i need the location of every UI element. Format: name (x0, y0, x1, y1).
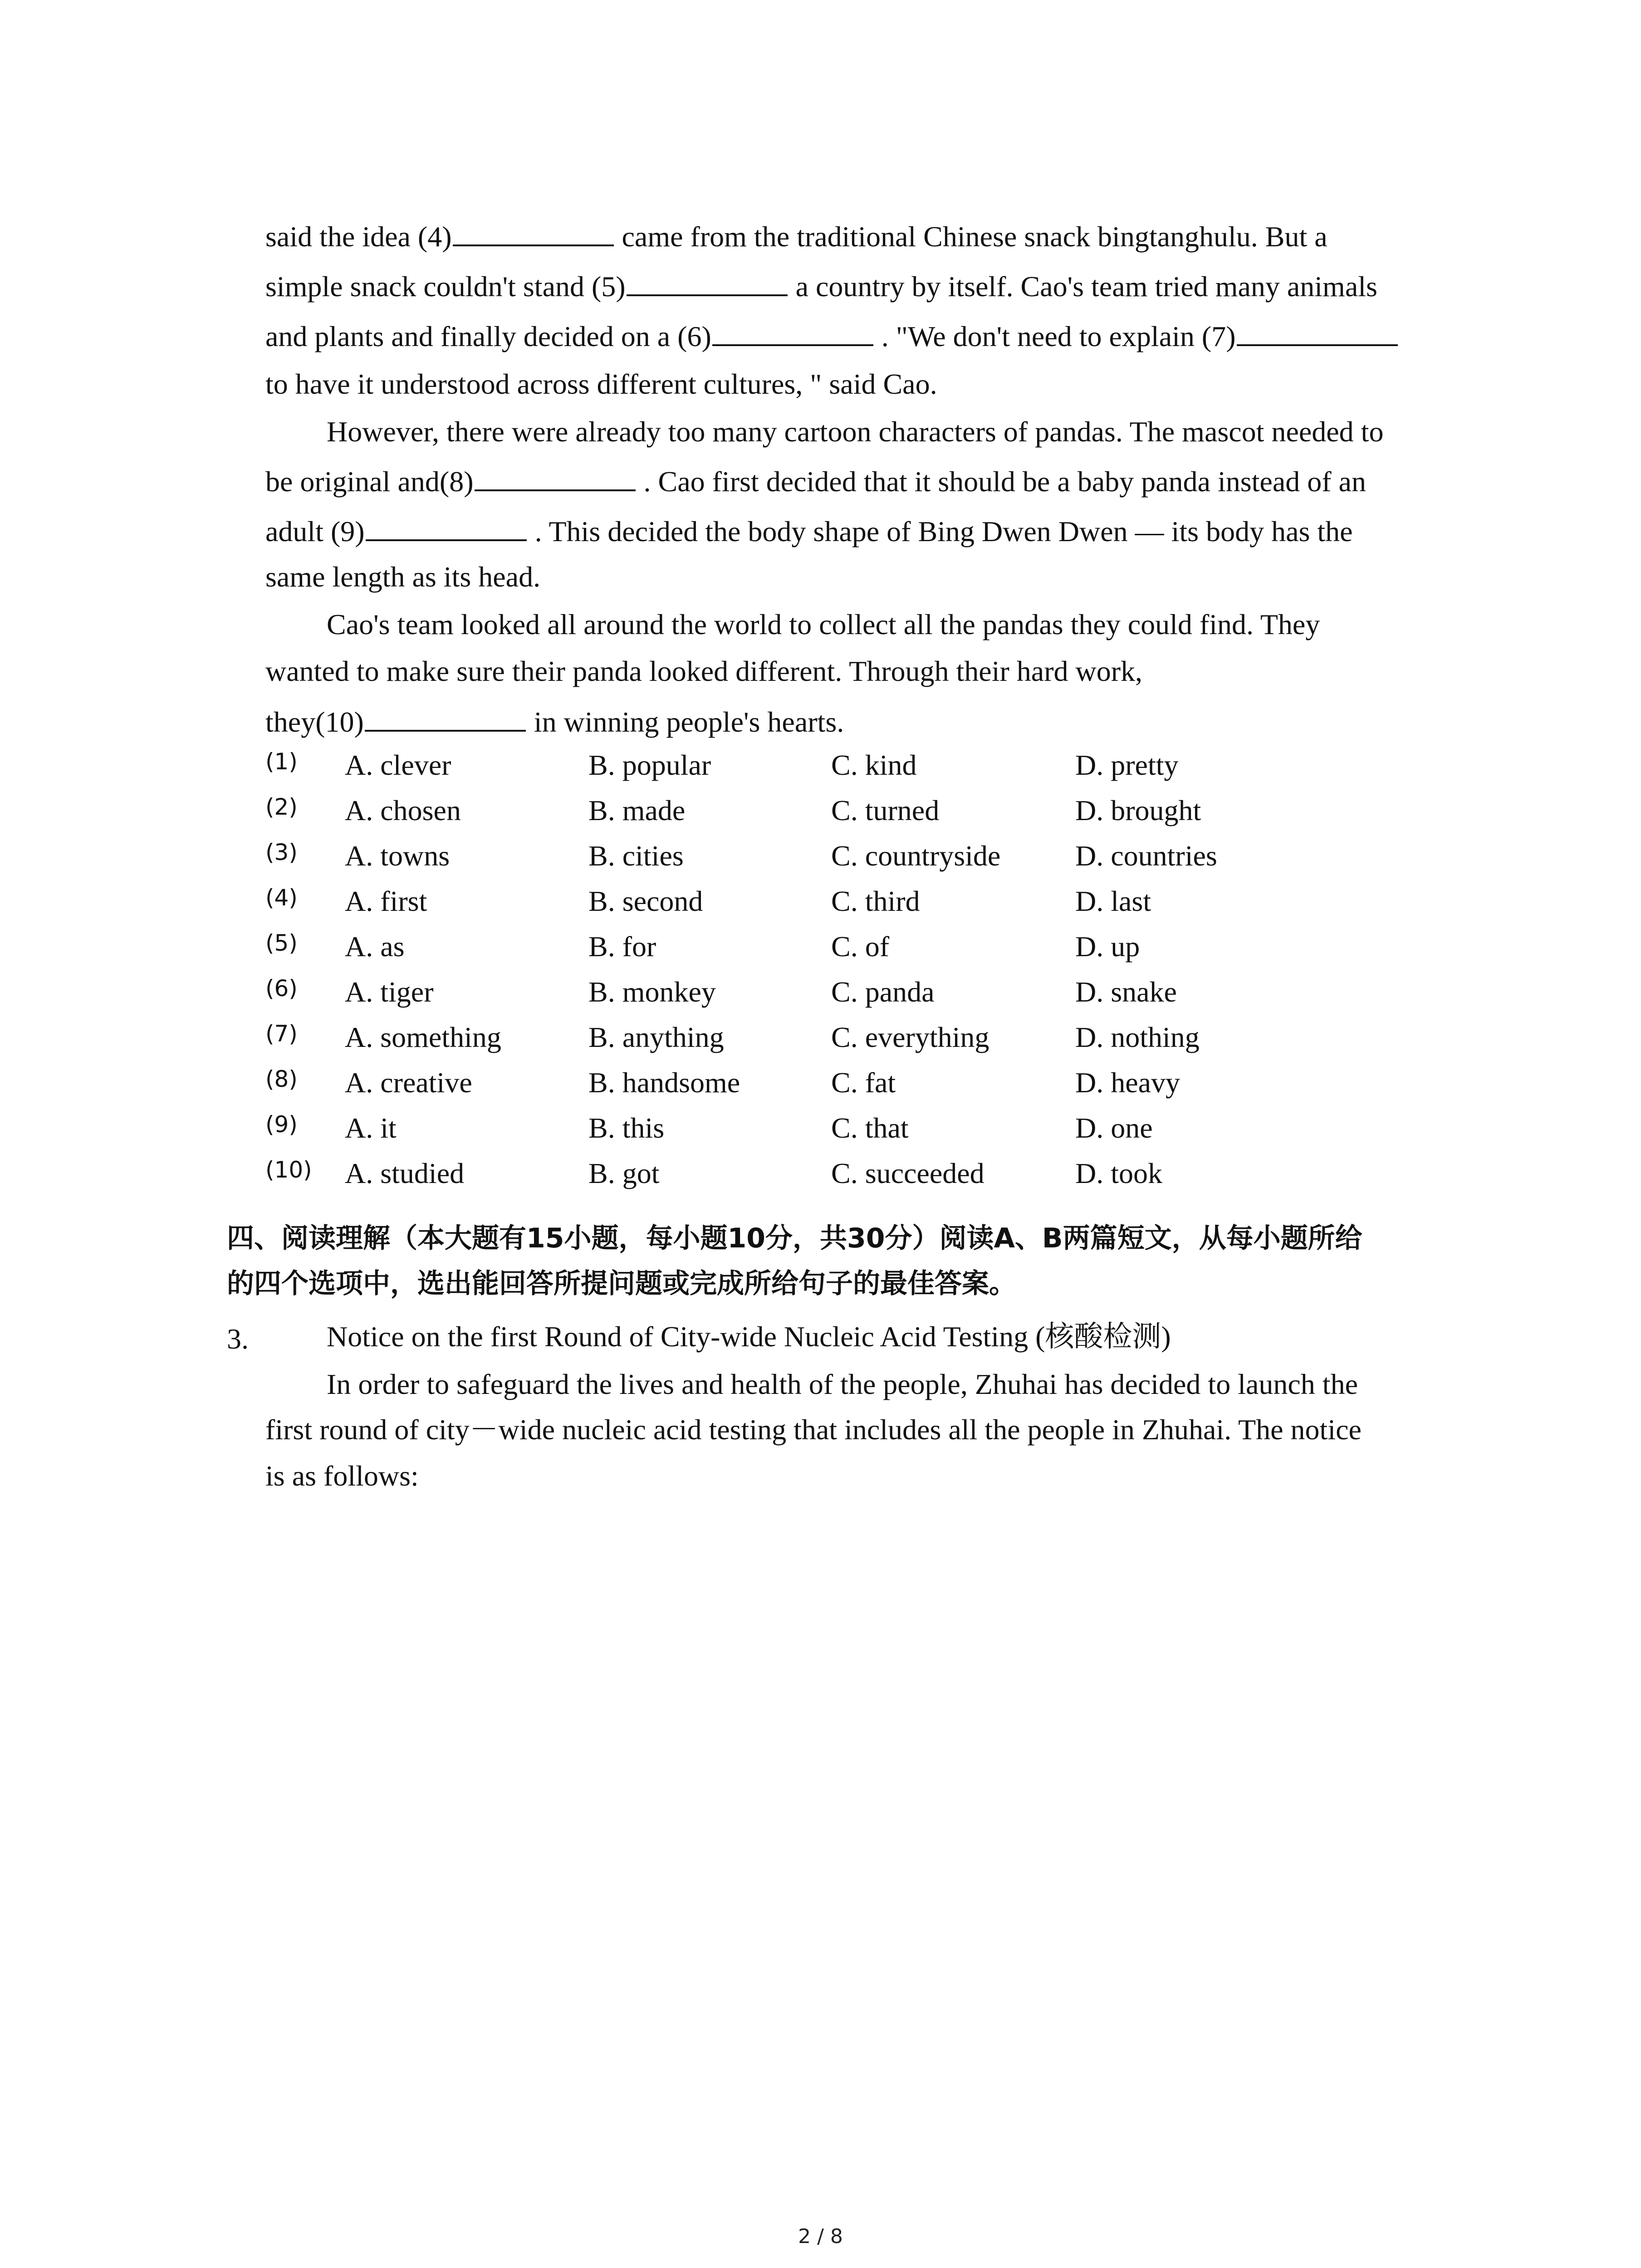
option-d[interactable]: D. brought (1075, 794, 1201, 826)
option-c[interactable]: C. succeeded (831, 1157, 985, 1189)
option-b[interactable]: B. monkey (588, 976, 716, 1008)
option-d[interactable]: D. one (1075, 1112, 1153, 1144)
option-c[interactable]: C. turned (831, 794, 940, 826)
option-row: (1) A. clever B. popular C. kind D. pretty (265, 748, 1179, 781)
option-a[interactable]: A. chosen (345, 794, 461, 826)
option-c[interactable]: C. that (831, 1112, 909, 1144)
option-d[interactable]: D. heavy (1075, 1066, 1181, 1099)
passage-line: to have it understood across different cultures, " said Cao. (265, 368, 937, 400)
notice-paragraph: In order to safeguard the lives and health of the people, Zhuhai has decided to launch the (327, 1368, 1358, 1400)
option-c[interactable]: C. countryside (831, 840, 1001, 872)
option-b[interactable]: B. popular (588, 749, 711, 781)
option-row: (7) A. something B. anything C. everything D. nothing (265, 1021, 1200, 1053)
option-b[interactable]: B. this (588, 1112, 665, 1144)
notice-paragraph: first round of city－wide nucleic acid testing that includes all the people in Zhuhai. The notice (265, 1413, 1362, 1446)
option-c[interactable]: C. third (831, 885, 920, 917)
option-a[interactable]: A. clever (345, 749, 451, 781)
option-a[interactable]: A. something (345, 1021, 501, 1053)
option-row: (3) A. towns B. cities C. countryside D. countries (265, 839, 1217, 872)
answer-blank-5[interactable] (627, 276, 788, 296)
section-heading: 四、阅读理解（本大题有15小题，每小题10分，共30分）阅读A、B两篇短文，从每小题所给 (227, 1222, 1362, 1254)
option-c[interactable]: C. kind (831, 749, 917, 781)
option-row: (10) A. studied B. got C. succeeded D. took (265, 1157, 1162, 1189)
option-d[interactable]: D. nothing (1075, 1021, 1200, 1053)
option-row: (8) A. creative B. handsome C. fat D. heavy (265, 1066, 1181, 1099)
option-a[interactable]: A. towns (345, 840, 450, 872)
answer-blank-9[interactable] (366, 521, 527, 541)
option-b[interactable]: B. got (588, 1157, 660, 1189)
option-c[interactable]: C. of (831, 930, 889, 963)
option-b[interactable]: B. handsome (588, 1066, 740, 1099)
option-row: (2) A. chosen B. made C. turned D. brought (265, 794, 1201, 826)
option-row: (4) A. first B. second C. third D. last (265, 885, 1151, 917)
answer-blank-7[interactable] (1237, 326, 1398, 346)
option-b[interactable]: B. cities (588, 840, 684, 872)
option-d[interactable]: D. countries (1075, 840, 1217, 872)
section-heading: 的四个选项中，选出能回答所提问题或完成所给句子的最佳答案。 (227, 1268, 1016, 1300)
passage-line: be original and(8) . Cao first decided that it should be a baby panda instead of an (265, 465, 1366, 498)
passage-line: and plants and finally decided on a (6) . "We don't need to explain (7) (265, 322, 1399, 351)
passage-line: they(10) in winning people's hearts. (265, 706, 844, 738)
option-b[interactable]: B. anything (588, 1021, 724, 1053)
option-a[interactable]: A. first (345, 885, 427, 917)
option-b[interactable]: B. made (588, 794, 686, 826)
option-d[interactable]: D. snake (1075, 976, 1177, 1008)
answer-blank-8[interactable] (475, 471, 636, 491)
option-d[interactable]: D. up (1075, 930, 1140, 963)
page-number: 2 / 8 (798, 2225, 843, 2248)
option-c[interactable]: C. panda (831, 976, 935, 1008)
option-b[interactable]: B. second (588, 885, 703, 917)
option-c[interactable]: C. everything (831, 1021, 989, 1053)
option-d[interactable]: D. pretty (1075, 749, 1179, 781)
option-a[interactable]: A. it (345, 1112, 397, 1144)
answer-blank-4[interactable] (453, 226, 614, 246)
option-a[interactable]: A. as (345, 930, 405, 963)
answer-blank-6[interactable] (712, 326, 873, 346)
notice-paragraph: is as follows: (265, 1460, 419, 1492)
passage-line: However, there were already too many cartoon characters of pandas. The mascot needed to (327, 415, 1384, 448)
option-a[interactable]: A. tiger (345, 976, 434, 1008)
option-c[interactable]: C. fat (831, 1066, 896, 1099)
option-b[interactable]: B. for (588, 930, 656, 963)
option-row: (6) A. tiger B. monkey C. panda D. snake (265, 975, 1177, 1008)
question-number: 3. (227, 1323, 249, 1355)
passage-line: said the idea (4) came from the traditional Chinese snack bingtanghulu. But a (265, 220, 1327, 253)
notice-title: Notice on the first Round of City-wide Nucleic Acid Testing (核酸检测) (327, 1320, 1171, 1353)
option-row: (5) A. as B. for C. of D. up (265, 930, 1140, 963)
passage-line: adult (9) . This decided the body shape of Bing Dwen Dwen — its body has the (265, 515, 1353, 547)
option-d[interactable]: D. last (1075, 885, 1151, 917)
passage-line: Cao's team looked all around the world to collect all the pandas they could find. They (327, 608, 1320, 640)
answer-blank-10[interactable] (365, 712, 526, 732)
option-a[interactable]: A. creative (345, 1066, 472, 1099)
passage-line: same length as its head. (265, 561, 541, 593)
option-row: (9) A. it B. this C. that D. one (265, 1111, 1153, 1144)
option-a[interactable]: A. studied (345, 1157, 465, 1189)
option-d[interactable]: D. took (1075, 1157, 1162, 1189)
passage-line: simple snack couldn't stand (5) a country by itself. Cao's team tried many animals (265, 270, 1377, 303)
passage-line: wanted to make sure their panda looked different. Through their hard work, (265, 655, 1143, 687)
